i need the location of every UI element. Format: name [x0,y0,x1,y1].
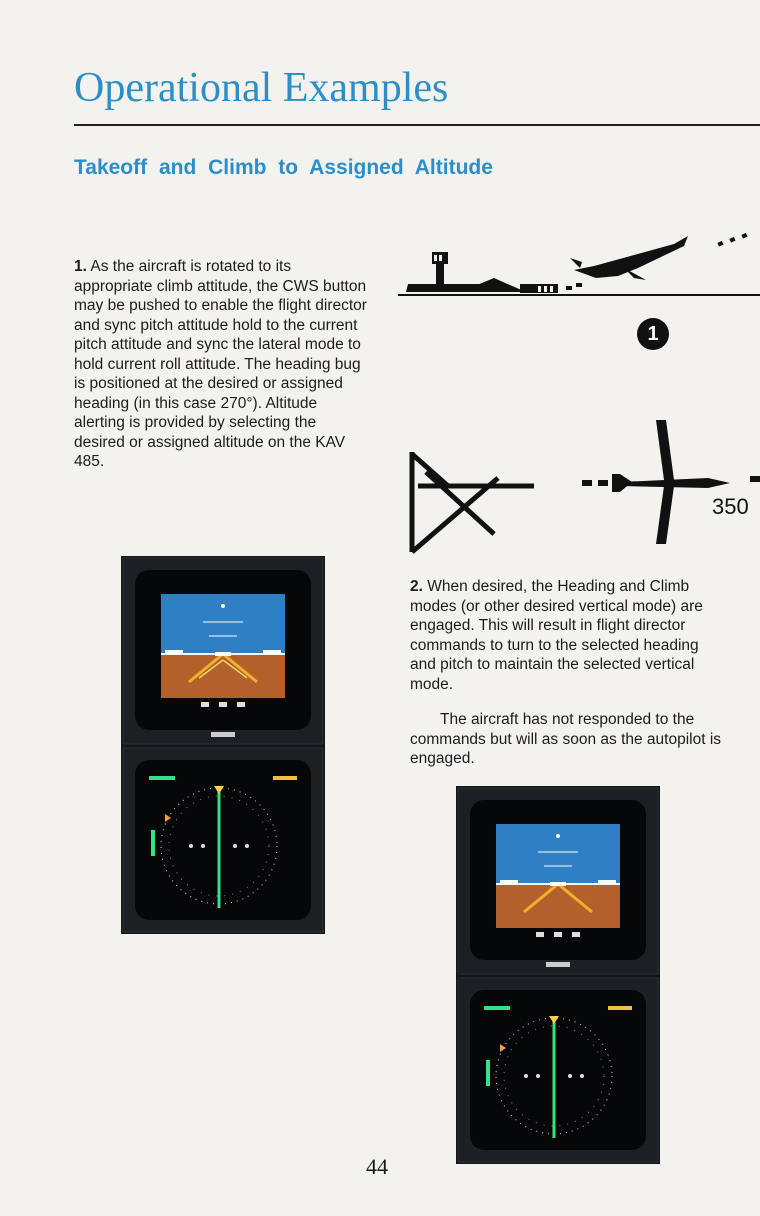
step-1-paragraph [74,257,370,472]
heading-illustration [398,416,760,558]
takeoff-illustration [398,228,760,304]
step-1-text: As the aircraft is rotated to its appropriate climb attitude, the CWS button may be pushed to enable the flight director and sync pitch attitude hold to the current pitch attitude and sync the lateral mode to hold current roll attitude. The heading bug is positioned at the desired or assigned heading (in this case 270°). Altitude alerting is provided by selecting the desired or assigned altitude on the KAV 485. [74,258,367,470]
hsi-compass [121,746,325,934]
altitude-label: 350 [712,494,749,519]
climbing-jet-icon [566,233,748,290]
step-2-number: 2. [410,578,423,595]
instrument-panel-2 [456,786,660,1164]
attitude-indicator [456,786,660,976]
instrument-panel-1 [121,556,325,934]
step-1-number: 1. [74,258,87,275]
attitude-indicator [121,556,325,746]
step-2-paragraph-continued: The aircraft has not responded to the commands but will as soon as the autopilot is engaged. [410,711,722,767]
page-title: Operational Examples [74,65,449,111]
section-subtitle: Takeoff and Climb to Assigned Altitude [74,156,493,179]
hangar-icon [406,278,558,293]
page-number: 44 [366,1154,388,1179]
hsi-compass [456,976,660,1164]
step-2-paragraph [410,577,726,694]
title-rule [74,124,760,126]
topview-jet-icon [582,420,760,544]
heading-bug-icon [412,452,534,552]
step-1-badge: 1 [637,318,669,350]
runway-line [398,294,760,296]
step-2-text: When desired, the Heading and Climb modes (or other desired vertical mode) are engaged. This will result in flight director commands to turn to the selected heading and pitch to maintain the selected vertical mode. [410,578,703,693]
